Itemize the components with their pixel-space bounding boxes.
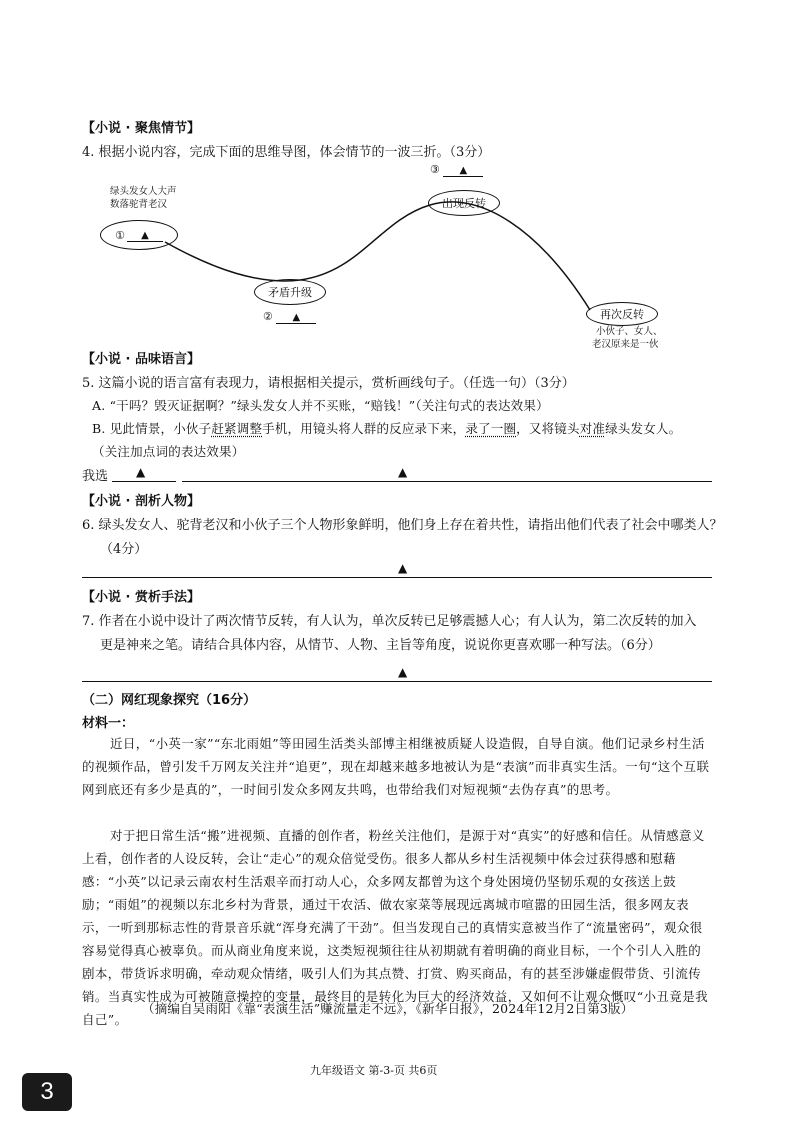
answer-line-6[interactable] xyxy=(82,577,712,578)
node-3-answer xyxy=(430,163,483,177)
material-label: 材料一： xyxy=(82,716,135,731)
start-note-1: 绿头发女人大声 xyxy=(110,186,177,197)
node-2-answer xyxy=(263,310,316,324)
material-paragraph-2: 对于把日常生活“搬”进视频、直播的创作者，粉丝关注他们，是源于对“真实”的好感和信任。从情感意义上看，创作者的人设反转，会让“走心”的观众倍觉受伤。很多人都从乡村生活视频中体会过获得感和慰藉感：“小英”以记录云南农村生活艰辛而打动人心，众多网友都曾为这个身处困境仍坚韧乐观的女孩送上鼓励；“雨姐”的视频以东北乡村为背景，通过干农活、做农家菜等展现远离城市喧嚣的田园生活，很多网友表示，一听到那标志性的背景音乐就“浑身充满了干劲”。但当发现自己的真情实意被当作了“流量密码”，观众很容易觉得真心被辜负。而从商业角度来说，这类短视频往往从初期就有着明确的商业目标，一个个引人入胜的剧本，带货诉求明确，牵动观众情绪，吸引人们为其点赞、打赏、购买商品，有的甚至涉嫌虚假带货、引流传销。当真实性成为可被随意操控的变量，最终目的是转化为巨大的经济效益，又如何不让观众慨叹“小丑竟是我自己”。 xyxy=(82,828,708,1027)
question-6-line-2: （4分） xyxy=(100,542,148,557)
option-b-pre: B. 见此情景，小伙子 xyxy=(92,421,212,436)
answer-triangle: ▲ xyxy=(398,561,408,575)
node-2-label: 矛盾升级 xyxy=(268,286,312,299)
answer-triangle: ▲ xyxy=(398,465,408,479)
node-4-label: 再次反转 xyxy=(600,308,644,321)
choose-blank[interactable] xyxy=(112,481,176,482)
node-1-blank xyxy=(127,228,163,242)
node-1-number: ① xyxy=(115,228,125,242)
option-b-mid-1: 手机，用镜头将人群的反应录下来， xyxy=(262,421,466,436)
node-2-number: ② xyxy=(263,310,273,323)
section-tag-plot: 【小说 · 聚焦情节】 xyxy=(82,121,200,136)
material-source: （摘编自吴雨阳《靠“表演生活”赚流量走不远》，《新华日报》，2024年12月2日第3版） xyxy=(142,1001,634,1016)
question-6-line-1: 6. 绿头发女人、驼背老汉和小伙子三个人物形象鲜明，他们身上存在着共性，请指出他们代表了社会中哪类人？ xyxy=(82,518,723,533)
question-7-line-2: 更是神来之笔。请结合具体内容，从情节、人物、主旨等角度，说说你更喜欢哪一种写法。（6分） xyxy=(100,638,661,653)
answer-triangle: ▲ xyxy=(136,465,146,479)
start-note-2: 数落驼背老汉 xyxy=(110,199,168,210)
choose-label: 我选 xyxy=(82,469,109,484)
section-tag-character: 【小说 · 剖析人物】 xyxy=(82,494,200,509)
option-b-mid-2: ，又将镜头 xyxy=(516,421,580,436)
answer-triangle: ▲ xyxy=(459,165,468,176)
node-1 xyxy=(100,220,178,250)
node-2 xyxy=(254,279,326,305)
question-4: 4. 根据小说内容，完成下面的思维导图，体会情节的一波三折。（3分） xyxy=(82,145,491,160)
answer-line-7[interactable] xyxy=(82,681,712,682)
option-a: A. “干吗？毁灭证据啊？”绿头发女人并不买账，“赔钱！”（关注句式的表达效果） xyxy=(92,398,549,413)
node-3 xyxy=(428,190,500,216)
node-4 xyxy=(586,302,658,326)
option-b-note: （关注加点词的表达效果） xyxy=(92,444,245,459)
answer-triangle: ▲ xyxy=(141,230,149,241)
option-b-dotted-2: 录了一圈 xyxy=(465,421,517,436)
part-2-title: （二）网红现象探究（16分） xyxy=(82,693,257,708)
mindmap-curve xyxy=(0,0,794,360)
node-2-blank xyxy=(276,310,316,324)
option-b xyxy=(92,419,681,437)
page-number-badge: 3 xyxy=(22,1073,72,1111)
answer-triangle: ▲ xyxy=(398,665,408,679)
question-5: 5. 这篇小说的语言富有表现力，请根据相关提示，赏析画线句子。（任选一句）（3分） xyxy=(82,376,575,391)
node-3-number: ③ xyxy=(430,163,440,176)
end-note-2: 老汉原来是一伙 xyxy=(592,339,659,350)
section-tag-technique: 【小说 · 赏析手法】 xyxy=(82,590,200,605)
option-b-dotted-1: 赶紧调整 xyxy=(211,421,263,436)
answer-line-5[interactable] xyxy=(182,481,712,482)
material-paragraph-1: 近日，“小英一家”“东北雨姐”等田园生活类头部博主相继被质疑人设造假，自导自演。他们记录乡村生活的视频作品，曾引发千万网友关注并“追更”，现在却越来越多地被认为是“表演”而非真实生活。一句“这个互联网到底还有多少是真的”，一时间引发众多网友共鸣，也带给我们对短视频“去伪存真”的思考。 xyxy=(82,736,710,797)
node-3-label: 出现反转 xyxy=(442,197,486,210)
section-tag-language: 【小说 · 品味语言】 xyxy=(82,352,200,367)
end-note-1: 小伙子、女人、 xyxy=(596,326,663,337)
node-3-blank xyxy=(443,163,483,177)
question-7-line-1: 7. 作者在小说中设计了两次情节反转，有人认为，单次反转已足够震撼人心；有人认为，第二次反转的加入 xyxy=(82,614,697,629)
answer-triangle: ▲ xyxy=(292,312,301,323)
option-b-post: 绿头发女人。 xyxy=(605,421,682,436)
page-footer: 九年级语文 第-3-页 共6页 xyxy=(310,1064,438,1077)
option-b-dotted-3: 对准 xyxy=(579,421,606,436)
